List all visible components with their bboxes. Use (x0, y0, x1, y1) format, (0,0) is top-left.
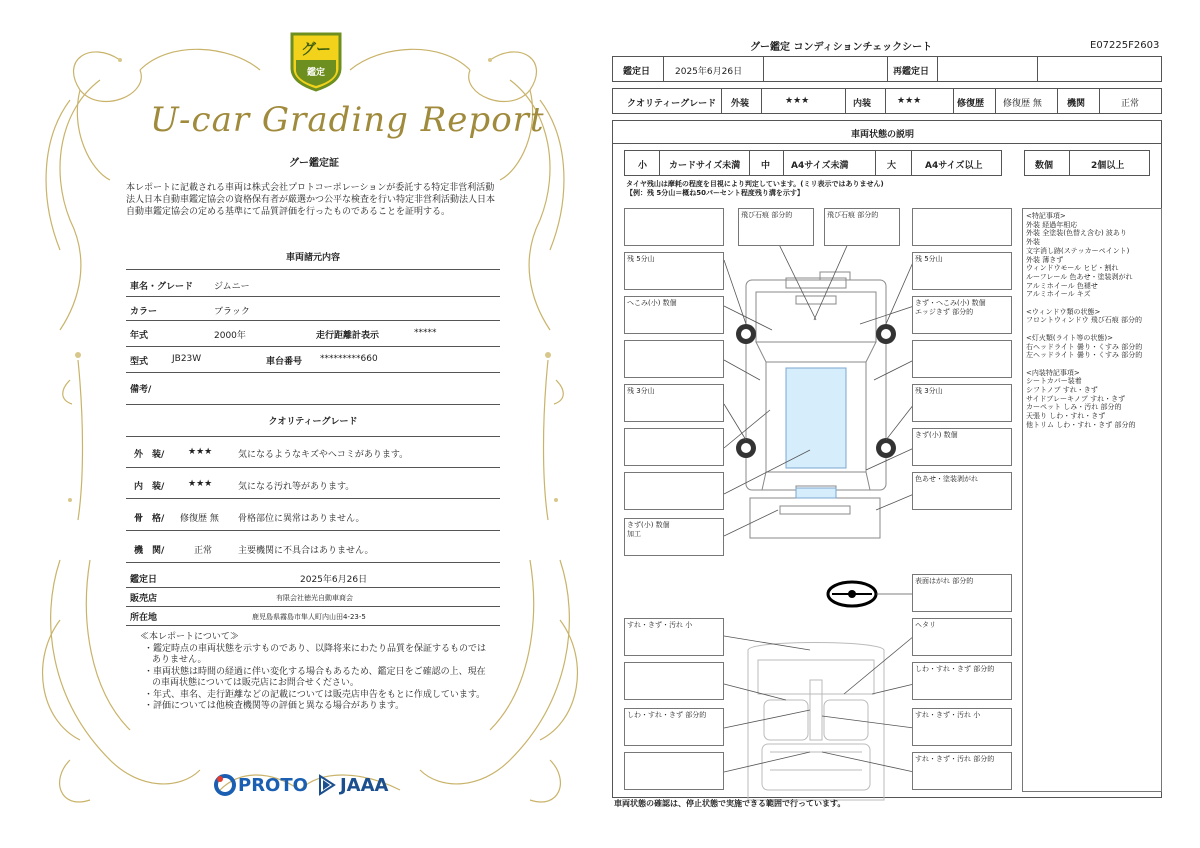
annotation-text: エッジきず 部分的 (915, 308, 974, 316)
dealer-label: 販売店 (130, 594, 158, 604)
annotation-box (912, 252, 1012, 290)
remark-line: サイドブレーキノブ すれ・きず (1026, 394, 1126, 403)
remark-line: ウィンドウモール ヒビ・割れ (1026, 264, 1119, 273)
annotation-text: 加工 (627, 530, 641, 538)
annotation-box (824, 208, 900, 246)
dealer-value: 有限会社徳光自動車商会 (276, 594, 353, 602)
qg-label: クオリティーグレード (627, 99, 717, 109)
size-mid-desc: A4サイズ未満 (791, 161, 849, 171)
rear-window-glass (796, 488, 836, 498)
annotation-text: 飛び石痕 部分的 (827, 211, 879, 219)
tire-note-line: 【例：残 5分山＝概ね50パーセント程度残り溝を示す】 (626, 189, 804, 197)
remarks-label: 備考/ (130, 385, 152, 395)
divider (126, 498, 500, 499)
remark-line: ルーフレール 色あせ・塗装剥がれ (1026, 272, 1133, 281)
annotation-box (912, 296, 1012, 334)
annotation-box (624, 428, 724, 466)
annotation-box (738, 208, 814, 246)
annotation-box (912, 708, 1012, 746)
annotation-text: ヘタリ (915, 621, 936, 629)
model-label: 型式 (130, 357, 149, 367)
annotation-text: 残 5分山 (915, 255, 943, 263)
divider (126, 606, 500, 607)
annotation-text: きず(小) 数個 (915, 431, 958, 439)
jaaa-mark-icon (318, 774, 336, 796)
jaaa-logo (318, 774, 389, 796)
count-value: 2個以上 (1091, 161, 1125, 171)
remark-line (1026, 299, 1158, 308)
annotation-box (912, 428, 1012, 466)
color-label: カラー (130, 307, 158, 317)
report-notes (140, 632, 490, 713)
engine-label: 機関 (1067, 99, 1086, 109)
hood (756, 292, 876, 342)
divider (126, 372, 500, 373)
quality-engine-text: 主要機関に不具合はありません。 (238, 546, 374, 556)
quality-frame-text: 骨格部位に異常はありません。 (238, 514, 365, 524)
jaaa-logo-text: JAAA (339, 774, 389, 796)
annotation-text: すれ・きず・汚れ 小 (915, 711, 981, 719)
windshield (756, 342, 876, 362)
repair-value: 修復歴 無 (1003, 99, 1042, 109)
remark-line (1026, 325, 1158, 334)
report-title: U-car Grading Report (150, 100, 545, 140)
year-label: 年式 (130, 331, 149, 341)
remark-line: 外装 (1026, 238, 1040, 247)
annotation-text: きず(小) 数個 (627, 521, 670, 529)
roof-glass (786, 368, 846, 468)
annotation-box (624, 208, 724, 246)
remark-line: 他トリム しわ・すれ・きず 部分的 (1026, 420, 1136, 429)
count-label: 数個 (1035, 161, 1054, 171)
special-remarks-panel (1022, 208, 1162, 792)
re-appraisal-label: 再鑑定日 (893, 67, 930, 77)
rear-glass (762, 472, 870, 490)
annotation-box (624, 518, 724, 556)
note-item: ・車両状態は時間の経過に伴い変化する場合もあるため、鑑定日をご確認の上、現在の車両状態については販売店にお問合せください。 (144, 666, 486, 688)
quality-interior-stars: ★★★ (188, 479, 213, 489)
address-value: 鹿児島県霧島市隼人町内山田4-23-5 (252, 613, 366, 621)
remark-line: <内装特記事項> (1026, 368, 1080, 377)
annotation-box (912, 662, 1012, 700)
chassis-value: *********660 (320, 354, 378, 364)
appraisal-date-label: 鑑定日 (130, 575, 158, 585)
proto-logo (214, 774, 308, 796)
color-value: ブラック (214, 307, 250, 317)
annotation-box (912, 384, 1012, 422)
remark-line: アルミホイール キズ (1026, 290, 1091, 299)
annotation-text: へこみ(小) 数個 (627, 299, 677, 307)
int-label: 内装 (853, 99, 872, 109)
divider (126, 269, 500, 270)
model-value: JB23W (172, 354, 202, 364)
annotation-text: 残 3分山 (915, 387, 943, 395)
mileage-value: ***** (414, 328, 437, 338)
vehicle-spec-title: 車両諸元内容 (285, 253, 340, 263)
annotation-text: 飛び石痕 部分的 (741, 211, 793, 219)
rear-bumper (750, 498, 880, 538)
remark-line: <灯火類(ライト等の状態)> (1026, 333, 1113, 342)
remark-line: シートカバー装着 (1026, 377, 1082, 386)
annotation-box (912, 208, 1012, 246)
size-small-desc: カードサイズ未満 (669, 161, 741, 171)
remark-line: 左ヘッドライト 曇り・くすみ 部分的 (1026, 351, 1143, 360)
divider (126, 320, 500, 321)
note-item: ・評価については他検査機関等の評価と異なる場合があります。 (144, 701, 405, 711)
ext-stars: ★★★ (785, 96, 810, 106)
appraisal-date-value: 2025年6月26日 (300, 575, 368, 585)
remark-line: <ウィンドウ類の状態> (1026, 307, 1101, 316)
sponsor-logos (214, 768, 388, 802)
quality-frame-label: 骨 格/ (134, 514, 165, 524)
engine-value: 正常 (1121, 99, 1140, 109)
condition-title: 車両状態の説明 (851, 130, 915, 140)
remark-line: <特記事項> (1026, 212, 1066, 220)
mileage-label: 走行距離計表示 (316, 331, 380, 341)
svg-text:グー: グー (300, 40, 332, 58)
certificate-title: グー鑑定証 (289, 158, 339, 169)
remark-line: 文字消し跡(ステッカーペイント) (1026, 246, 1130, 255)
annotation-box (624, 662, 724, 700)
sheet-title: グー鑑定 コンディションチェックシート (750, 42, 933, 53)
sheet-footer-note: 車両状態の確認は、停止状態で実施できる範囲で行っています。 (614, 799, 846, 808)
condition-check-sheet (600, 0, 1200, 848)
annotation-box (624, 472, 724, 510)
chassis-label: 車台番号 (266, 357, 303, 367)
annotation-box (912, 618, 1012, 656)
annotation-box (624, 752, 724, 790)
car-name-value: ジムニー (214, 282, 250, 292)
goo-kantei-badge-icon (288, 30, 344, 92)
remark-line: 外装 全塗装(色替え含む) 波あり (1026, 229, 1127, 238)
repair-label: 修復歴 (957, 99, 985, 109)
remark-line: カーペット しみ・汚れ 部分的 (1026, 403, 1122, 412)
annotation-box (912, 340, 1012, 378)
annotation-box (912, 752, 1012, 790)
quality-grade-title: クオリティーグレード (268, 417, 358, 427)
divider (126, 436, 500, 437)
address-label: 所在地 (130, 613, 158, 623)
quality-exterior-label: 外 装/ (134, 450, 165, 460)
annotation-text: すれ・きず・汚れ 部分的 (915, 755, 995, 763)
date-value: 2025年6月26日 (675, 67, 743, 77)
steering-wheel-icon (828, 582, 876, 606)
annotation-text: 色あせ・塗装剥がれ (915, 475, 978, 483)
int-stars: ★★★ (897, 96, 922, 106)
remark-line: 右ヘッドライト 曇り・くすみ 部分的 (1026, 342, 1143, 351)
quality-frame-sub: 修復歴 無 (180, 514, 219, 524)
quality-engine-sub: 正常 (194, 546, 213, 556)
svg-text:鑑定: 鑑定 (306, 68, 326, 78)
annotation-text: 表面はがれ 部分的 (915, 577, 974, 585)
size-small: 小 (638, 161, 648, 171)
divider (126, 587, 500, 588)
annotation-box (624, 252, 724, 290)
car-name-label: 車名・グレード (130, 282, 194, 292)
sheet-id: E07225F2603 (1090, 40, 1160, 51)
remark-line: 外装 経過年相応 (1026, 220, 1078, 229)
remark-line (1026, 360, 1158, 369)
divider (126, 625, 500, 626)
remark-line: フロントウィンドウ 飛び石痕 部分的 (1026, 316, 1143, 325)
proto-logo-text: PROTO (238, 774, 308, 796)
annotation-text: 残 3分山 (627, 387, 655, 395)
proto-mark-icon (214, 774, 236, 796)
divider (126, 346, 500, 347)
annotation-box (624, 340, 724, 378)
annotation-box (624, 618, 724, 656)
annotation-box (912, 472, 1012, 510)
annotation-text: 残 5分山 (627, 255, 655, 263)
rear-panel (780, 506, 850, 514)
size-large: 大 (887, 161, 897, 171)
notes-title: ≪本レポートについて≫ (140, 632, 239, 642)
remark-line: アルミホイール 色褪せ (1026, 281, 1098, 290)
annotation-text: しわ・すれ・きず 部分的 (627, 711, 707, 719)
annotation-text: しわ・すれ・きず 部分的 (915, 665, 995, 673)
annotation-box (624, 296, 724, 334)
remark-line: 外装 薄きず (1026, 255, 1064, 264)
annotation-text: すれ・きず・汚れ 小 (627, 621, 693, 629)
quality-interior-label: 内 装/ (134, 482, 165, 492)
divider (126, 296, 500, 297)
divider (126, 562, 500, 563)
quality-engine-label: 機 関/ (134, 546, 165, 556)
ext-label: 外装 (731, 99, 750, 109)
date-label: 鑑定日 (623, 67, 651, 77)
tire-note-line: タイヤ残山は摩耗の程度を目視により判定しています。(ミリ表示ではありません) (626, 180, 884, 188)
quality-exterior-stars: ★★★ (188, 447, 213, 457)
divider (126, 530, 500, 531)
annotation-box (624, 708, 724, 746)
hood-vent (796, 296, 836, 304)
divider (126, 404, 500, 405)
quality-interior-text: 気になる汚れ等があります。 (238, 482, 355, 492)
annotation-box (912, 574, 1012, 612)
certificate-statement: 本レポートに記載される車両は株式会社プロトコーポレーションが委託する特定非営利活動法人日本自動車鑑定協会の資格保有者が厳選かつ公平な検査を行い特定非営利活動法人日本自動車鑑定協会の定める基準にて品質評価を行ったものであることを証明する。 (126, 183, 496, 217)
remark-line: シフトノブ すれ・きず (1026, 386, 1098, 395)
year-value: 2000年 (214, 331, 246, 341)
annotation-box (624, 384, 724, 422)
annotation-text: きず・へこみ(小) 数個 (915, 299, 986, 307)
note-item: ・年式、車名、走行距離などの記載については販売店申告をもとに作成しています。 (144, 689, 486, 700)
divider (126, 467, 500, 468)
size-mid: 中 (761, 161, 771, 171)
remark-line: 天張り しわ・すれ・きず (1026, 412, 1106, 421)
size-large-desc: A4サイズ以上 (925, 161, 983, 171)
quality-exterior-text: 気になるようなキズやヘコミがあります。 (238, 450, 409, 460)
note-item: ・鑑定時点の車両状態を示すものであり、以降将来にわたり品質を保証するものではありません。 (144, 643, 487, 665)
